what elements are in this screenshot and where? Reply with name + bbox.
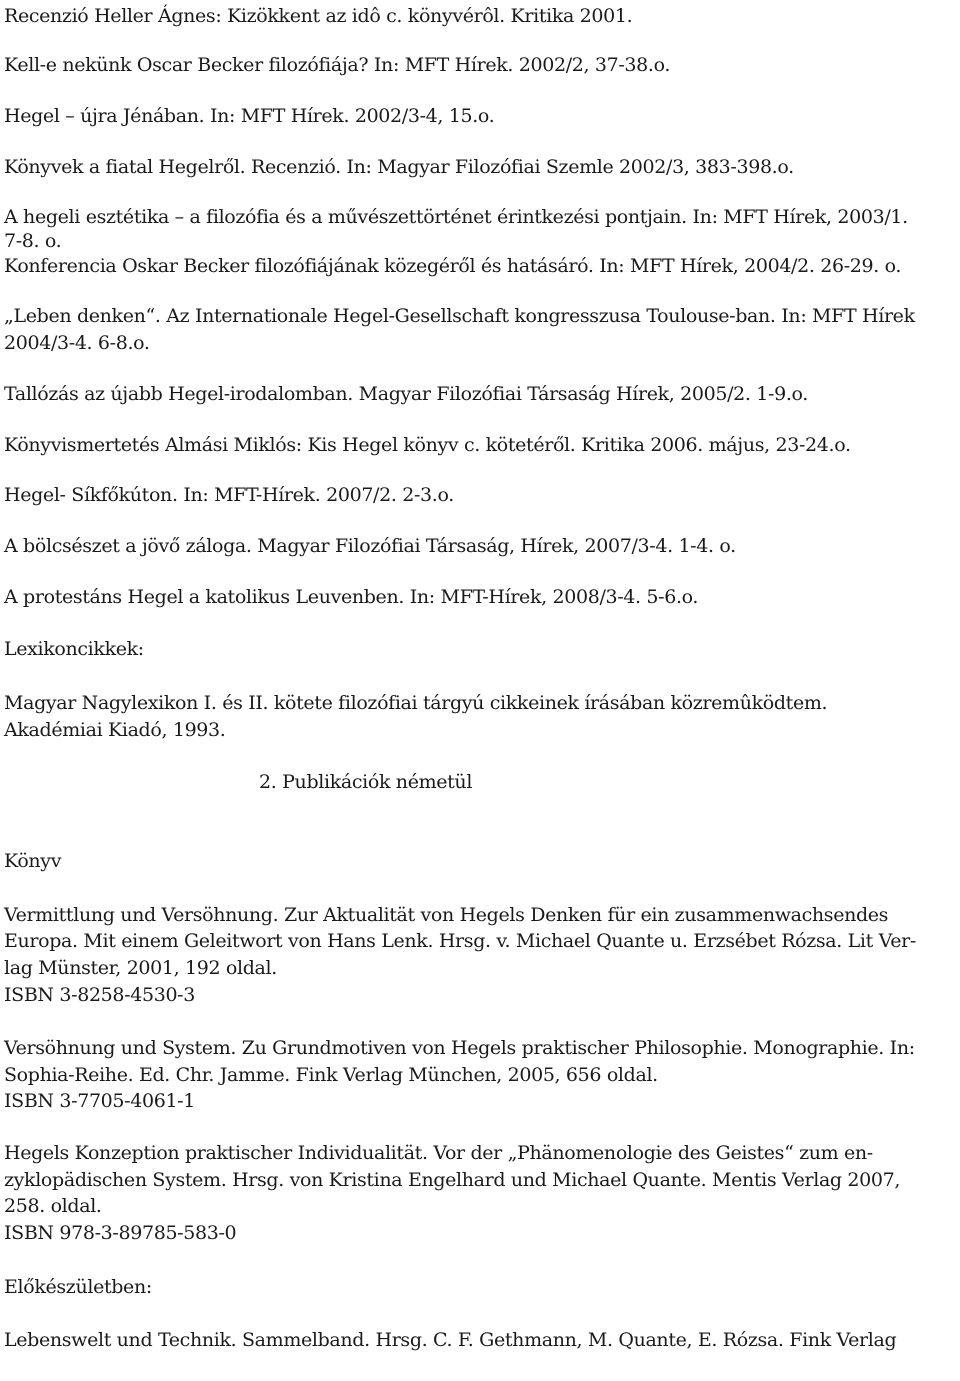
publication-entry: Hegel – újra Jénában. In: MFT Hírek. 2002/3-4, 15.o. — [4, 105, 495, 127]
lexicon-entry: Magyar Nagylexikon I. és II. kötete filozófiai tárgyú cikkeinek írásában közremûködtem. — [4, 692, 828, 714]
section-label-in-preparation: Előkészületben: — [4, 1276, 152, 1298]
publication-entry: Tallózás az újabb Hegel-irodalomban. Magyar Filozófiai Társaság Hírek, 2005/2. 1-9.o. — [4, 383, 808, 405]
book-entry-continued: Europa. Mit einem Geleitwort von Hans Lenk. Hrsg. v. Michael Quante u. Erzsébet Rózsa. Lit Ver- — [4, 930, 916, 952]
book-entry-continued: Sophia-Reihe. Ed. Chr. Jamme. Fink Verlag München, 2005, 656 oldal. — [4, 1064, 658, 1086]
publication-entry: Könyvek a fiatal Hegelről. Recenzió. In: Magyar Filozófiai Szemle 2002/3, 383-398.o. — [4, 156, 794, 178]
isbn-number: ISBN 3-7705-4061-1 — [4, 1090, 195, 1112]
section-label-book: Könyv — [4, 850, 62, 872]
publication-entry: „Leben denken“. Az Internationale Hegel-Gesellschaft kongresszusa Toulouse-ban. In: MFT Hírek — [4, 305, 915, 327]
book-entry-continued: 258. oldal. — [4, 1195, 102, 1217]
isbn-number: ISBN 978-3-89785-583-0 — [4, 1222, 237, 1244]
book-entry-continued: lag Münster, 2001, 192 oldal. — [4, 957, 277, 979]
publication-entry: Recenzió Heller Ágnes: Kizökkent az idô c. könyvérôl. Kritika 2001. — [4, 5, 633, 27]
book-entry: Hegels Konzeption praktischer Individualität. Vor der „Phänomenologie des Geistes“ zum en- — [4, 1142, 873, 1164]
lexicon-entry-continued: Akadémiai Kiadó, 1993. — [4, 719, 226, 741]
isbn-number: ISBN 3-8258-4530-3 — [4, 984, 195, 1006]
publication-entry-continued: 2004/3-4. 6-8.o. — [4, 332, 150, 354]
publication-entry-continued: 7-8. o. — [4, 230, 62, 252]
publication-entry: Könyvismertetés Almási Miklós: Kis Hegel könyv c. kötetéről. Kritika 2006. május, 23-24.o. — [4, 434, 851, 456]
book-entry: Lebenswelt und Technik. Sammelband. Hrsg. C. F. Gethmann, M. Quante, E. Rózsa. Fink Verlag — [4, 1329, 897, 1351]
section-label-lexicon: Lexikoncikkek: — [4, 638, 144, 660]
section-heading-german-publications: 2. Publikációk németül — [259, 771, 473, 793]
publication-entry: A bölcsészet a jövő záloga. Magyar Filozófiai Társaság, Hírek, 2007/3-4. 1-4. o. — [4, 535, 736, 557]
publication-entry: Hegel- Síkfőkúton. In: MFT-Hírek. 2007/2. 2-3.o. — [4, 484, 454, 506]
publication-entry: Kell-e nekünk Oscar Becker filozófiája? In: MFT Hírek. 2002/2, 37-38.o. — [4, 54, 671, 76]
book-entry-continued: zyklopädischen System. Hrsg. von Kristina Engelhard und Michael Quante. Mentis Verlag 2007, — [4, 1169, 901, 1191]
book-entry: Vermittlung und Versöhnung. Zur Aktualität von Hegels Denken für ein zusammenwachsendes — [4, 904, 889, 926]
book-entry: Versöhnung und System. Zu Grundmotiven von Hegels praktischer Philosophie. Monographie. In: — [4, 1037, 915, 1059]
publication-entry: Konferencia Oskar Becker filozófiájának közegéről és hatásáró. In: MFT Hírek, 2004/2. 26-29. o. — [4, 255, 902, 277]
publication-entry: A protestáns Hegel a katolikus Leuvenben. In: MFT-Hírek, 2008/3-4. 5-6.o. — [4, 586, 699, 608]
publication-entry: A hegeli esztétika – a filozófia és a művészettörténet érintkezési pontjain. In: MFT Hírek, 2003/1. — [4, 206, 908, 228]
